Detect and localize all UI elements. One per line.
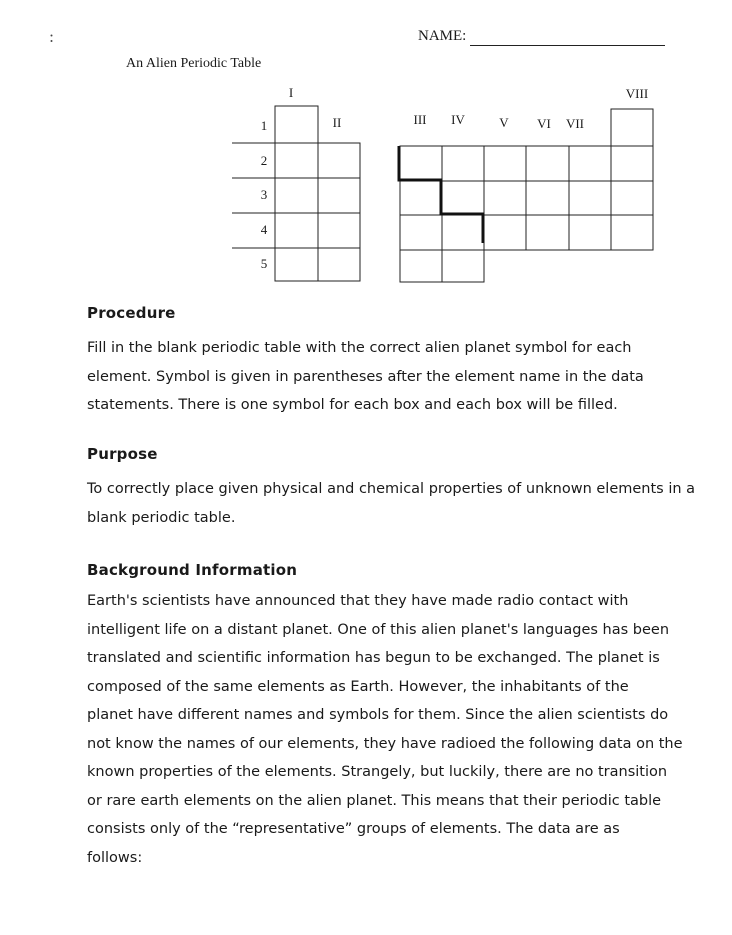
background-line-6: not know the names of our elements, they have radioed the following data on the (87, 735, 683, 752)
document-title: An Alien Periodic Table (126, 56, 262, 71)
background-line-3: translated and scientific information has begun to be exchanged. The planet is (87, 650, 660, 666)
cell-group8-period3[interactable] (611, 181, 653, 215)
group-label-2: II (332, 115, 342, 130)
right-block-grid (400, 109, 653, 282)
cell-group5-period3[interactable] (484, 181, 526, 215)
group-label-5: V (499, 115, 509, 130)
cell-group6-period2[interactable] (526, 146, 569, 181)
procedure-line-1: Fill in the blank periodic table with the correct alien planet symbol for each (87, 340, 632, 356)
procedure-line-3: statements. There is one symbol for each box and each box will be filled. (87, 397, 618, 413)
cell-group7-period3[interactable] (569, 181, 611, 215)
background-line-5: planet have different names and symbols for them. Since the alien scientists do (87, 707, 669, 723)
group-label-6: VI (537, 116, 551, 131)
cell-group1-period1[interactable] (275, 106, 318, 143)
group-labels (289, 85, 648, 131)
cell-group5-period2[interactable] (484, 146, 526, 181)
background-text (87, 587, 717, 872)
background-heading: Background Information (87, 561, 298, 579)
period-label-3: 3 (260, 187, 268, 202)
group-label-8: VIII (625, 86, 649, 101)
cell-group3-period5[interactable] (400, 250, 442, 282)
cell-group8-period4[interactable] (611, 215, 653, 250)
group-label-7: VII (565, 116, 585, 131)
metal-nonmetal-staircase (399, 146, 483, 243)
cell-group7-period2[interactable] (569, 146, 611, 181)
cell-group6-period4[interactable] (526, 215, 569, 250)
period-label-5: 5 (260, 256, 268, 271)
group-label-1: I (288, 85, 294, 100)
row-tick-lines (232, 143, 275, 248)
background-line-4: composed of the same elements as Earth. However, the inhabitants of the (87, 678, 629, 695)
period-label-4: 4 (260, 222, 268, 237)
cell-group1-period2[interactable] (275, 143, 318, 178)
cell-group7-period4[interactable] (569, 215, 611, 250)
cell-group1-period4[interactable] (275, 213, 318, 248)
cell-group5-period4[interactable] (484, 215, 526, 250)
cell-group4-period3[interactable] (442, 181, 484, 215)
cell-group2-period2[interactable] (318, 143, 360, 178)
cell-group3-period3[interactable] (400, 181, 442, 215)
background-line-9: consists only of the “representative” groups of elements. The data are as (87, 821, 620, 837)
background-line-1: Earth's scientists have announced that they have made radio contact with (87, 593, 629, 609)
group-label-4: IV (451, 112, 465, 127)
group-label-3: III (413, 112, 427, 127)
period-label-1: 1 (260, 118, 268, 133)
cell-group2-period5[interactable] (318, 248, 360, 281)
cell-group3-period4[interactable] (400, 215, 442, 250)
purpose-line-1: To correctly place given physical and chemical properties of unknown elements in a (87, 481, 696, 497)
cell-group3-period2[interactable] (400, 146, 442, 181)
cell-group4-period5[interactable] (442, 250, 484, 282)
purpose-text (87, 475, 717, 532)
background-line-8: or rare earth elements on the alien planet. This means that their periodic table (87, 792, 662, 809)
purpose-heading: Purpose (87, 445, 158, 463)
period-label-2: 2 (260, 153, 268, 168)
cell-group6-period3[interactable] (526, 181, 569, 215)
procedure-line-2: element. Symbol is given in parentheses after the element name in the data (87, 368, 644, 385)
name-label: NAME: (418, 28, 467, 44)
background-line-10: follows: (87, 849, 143, 866)
cell-group2-period3[interactable] (318, 178, 360, 213)
procedure-text (87, 334, 717, 420)
background-line-7: known properties of the elements. Strangely, but luckily, there are no transition (87, 764, 668, 780)
cell-group4-period2[interactable] (442, 146, 484, 181)
cell-group8-period1[interactable] (611, 109, 653, 146)
cell-group1-period3[interactable] (275, 178, 318, 213)
cell-group4-period4[interactable] (442, 215, 484, 250)
cell-group2-period4[interactable] (318, 213, 360, 248)
background-line-2: intelligent life on a distant planet. One of this alien planet's languages has been (87, 621, 670, 638)
left-block-grid (275, 106, 360, 281)
cell-group1-period5[interactable] (275, 248, 318, 281)
procedure-heading: Procedure (87, 304, 176, 322)
purpose-line-2: blank periodic table. (87, 509, 236, 526)
alien-periodic-table (0, 0, 732, 300)
cell-group8-period2[interactable] (611, 146, 653, 181)
